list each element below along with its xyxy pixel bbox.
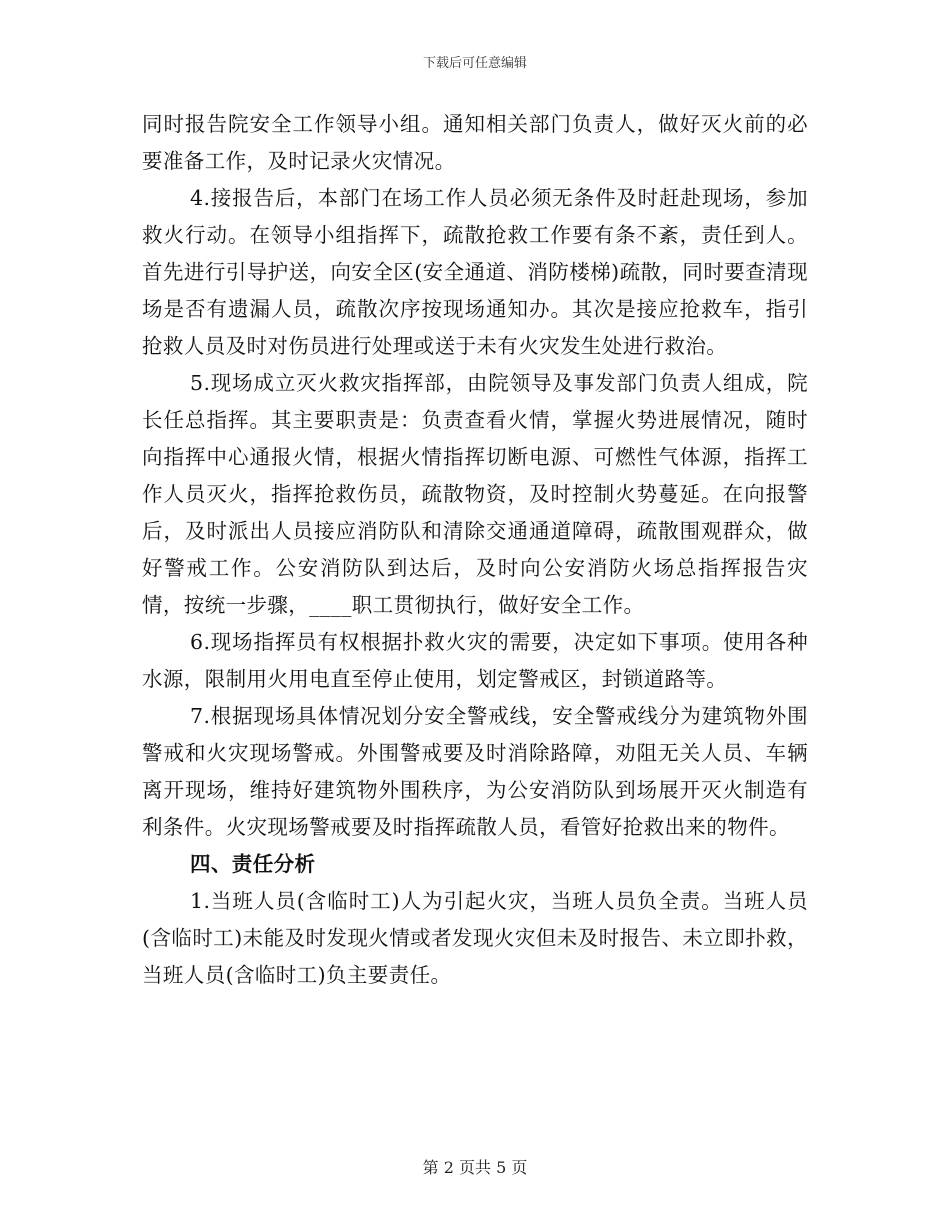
- page-header: 下载后可任意编辑: [422, 56, 527, 71]
- paragraph-item-7: 7.根据现场具体情况划分安全警戒线，安全警戒线分为建筑物外围警戒和火灾现场警戒。外围警戒要及时消除路障，劝阻无关人员、车辆离开现场，维持好建筑物外围秩序，为公安消防队到场展开灭火制造有利条件。火灾现场警戒要及时指挥疏散人员，看管好抢救出来的物件。: [142, 704, 808, 839]
- paragraph-item-6: 6.现场指挥员有权根据扑救火灾的需要，决定如下事项。使用各种水源，限制用火用电直至停止使用，划定警戒区，封锁道路等。: [142, 630, 808, 691]
- paragraph-responsibility-1: 1.当班人员(含临时工)人为引起火灾，当班人员负全责。当班人员(含临时工)未能及时发现火情或者发现火灾但未及时报告、未立即扑救，当班人员(含临时工)负主要责任。: [142, 889, 808, 987]
- section-heading: 四、责任分析: [190, 852, 316, 876]
- paragraph-continuation: 同时报告院安全工作领导小组。通知相关部门负责人，做好灭火前的必要准备工作，及时记录火灾情况。: [142, 112, 808, 173]
- document-body: [142, 106, 808, 994]
- paragraph-item-4: 4.接报告后，本部门在场工作人员必须无条件及时赶赴现场，参加救火行动。在领导小组指挥下，疏散抢救工作要有条不紊，责任到人。首先进行引导护送，向安全区(安全通道、消防楼梯)疏散，同时要查清现场是否有遗漏人员，疏散次序按现场通知办。其次是接应抢救车，指引抢救人员及时对伤员进行处理或送于未有火灾发生处进行救治。: [142, 186, 808, 358]
- page-footer: 第 2 页共 5 页: [422, 1158, 528, 1177]
- paragraph-item-5: 5.现场成立灭火救灾指挥部，由院领导及事发部门负责人组成，院长任总指挥。其主要职责是：负责查看火情，掌握火势进展情况，随时向指挥中心通报火情，根据火情指挥切断电源、可燃性气体源，指挥工作人员灭火，指挥抢救伤员，疏散物资，及时控制火势蔓延。在向报警后，及时派出人员接应消防队和清除交通通道障碍，疏散围观群众，做好警戒工作。公安消防队到达后，及时向公安消防火场总指挥报告灾情，按统一步骤，____职工贯彻执行，做好安全工作。: [142, 371, 808, 617]
